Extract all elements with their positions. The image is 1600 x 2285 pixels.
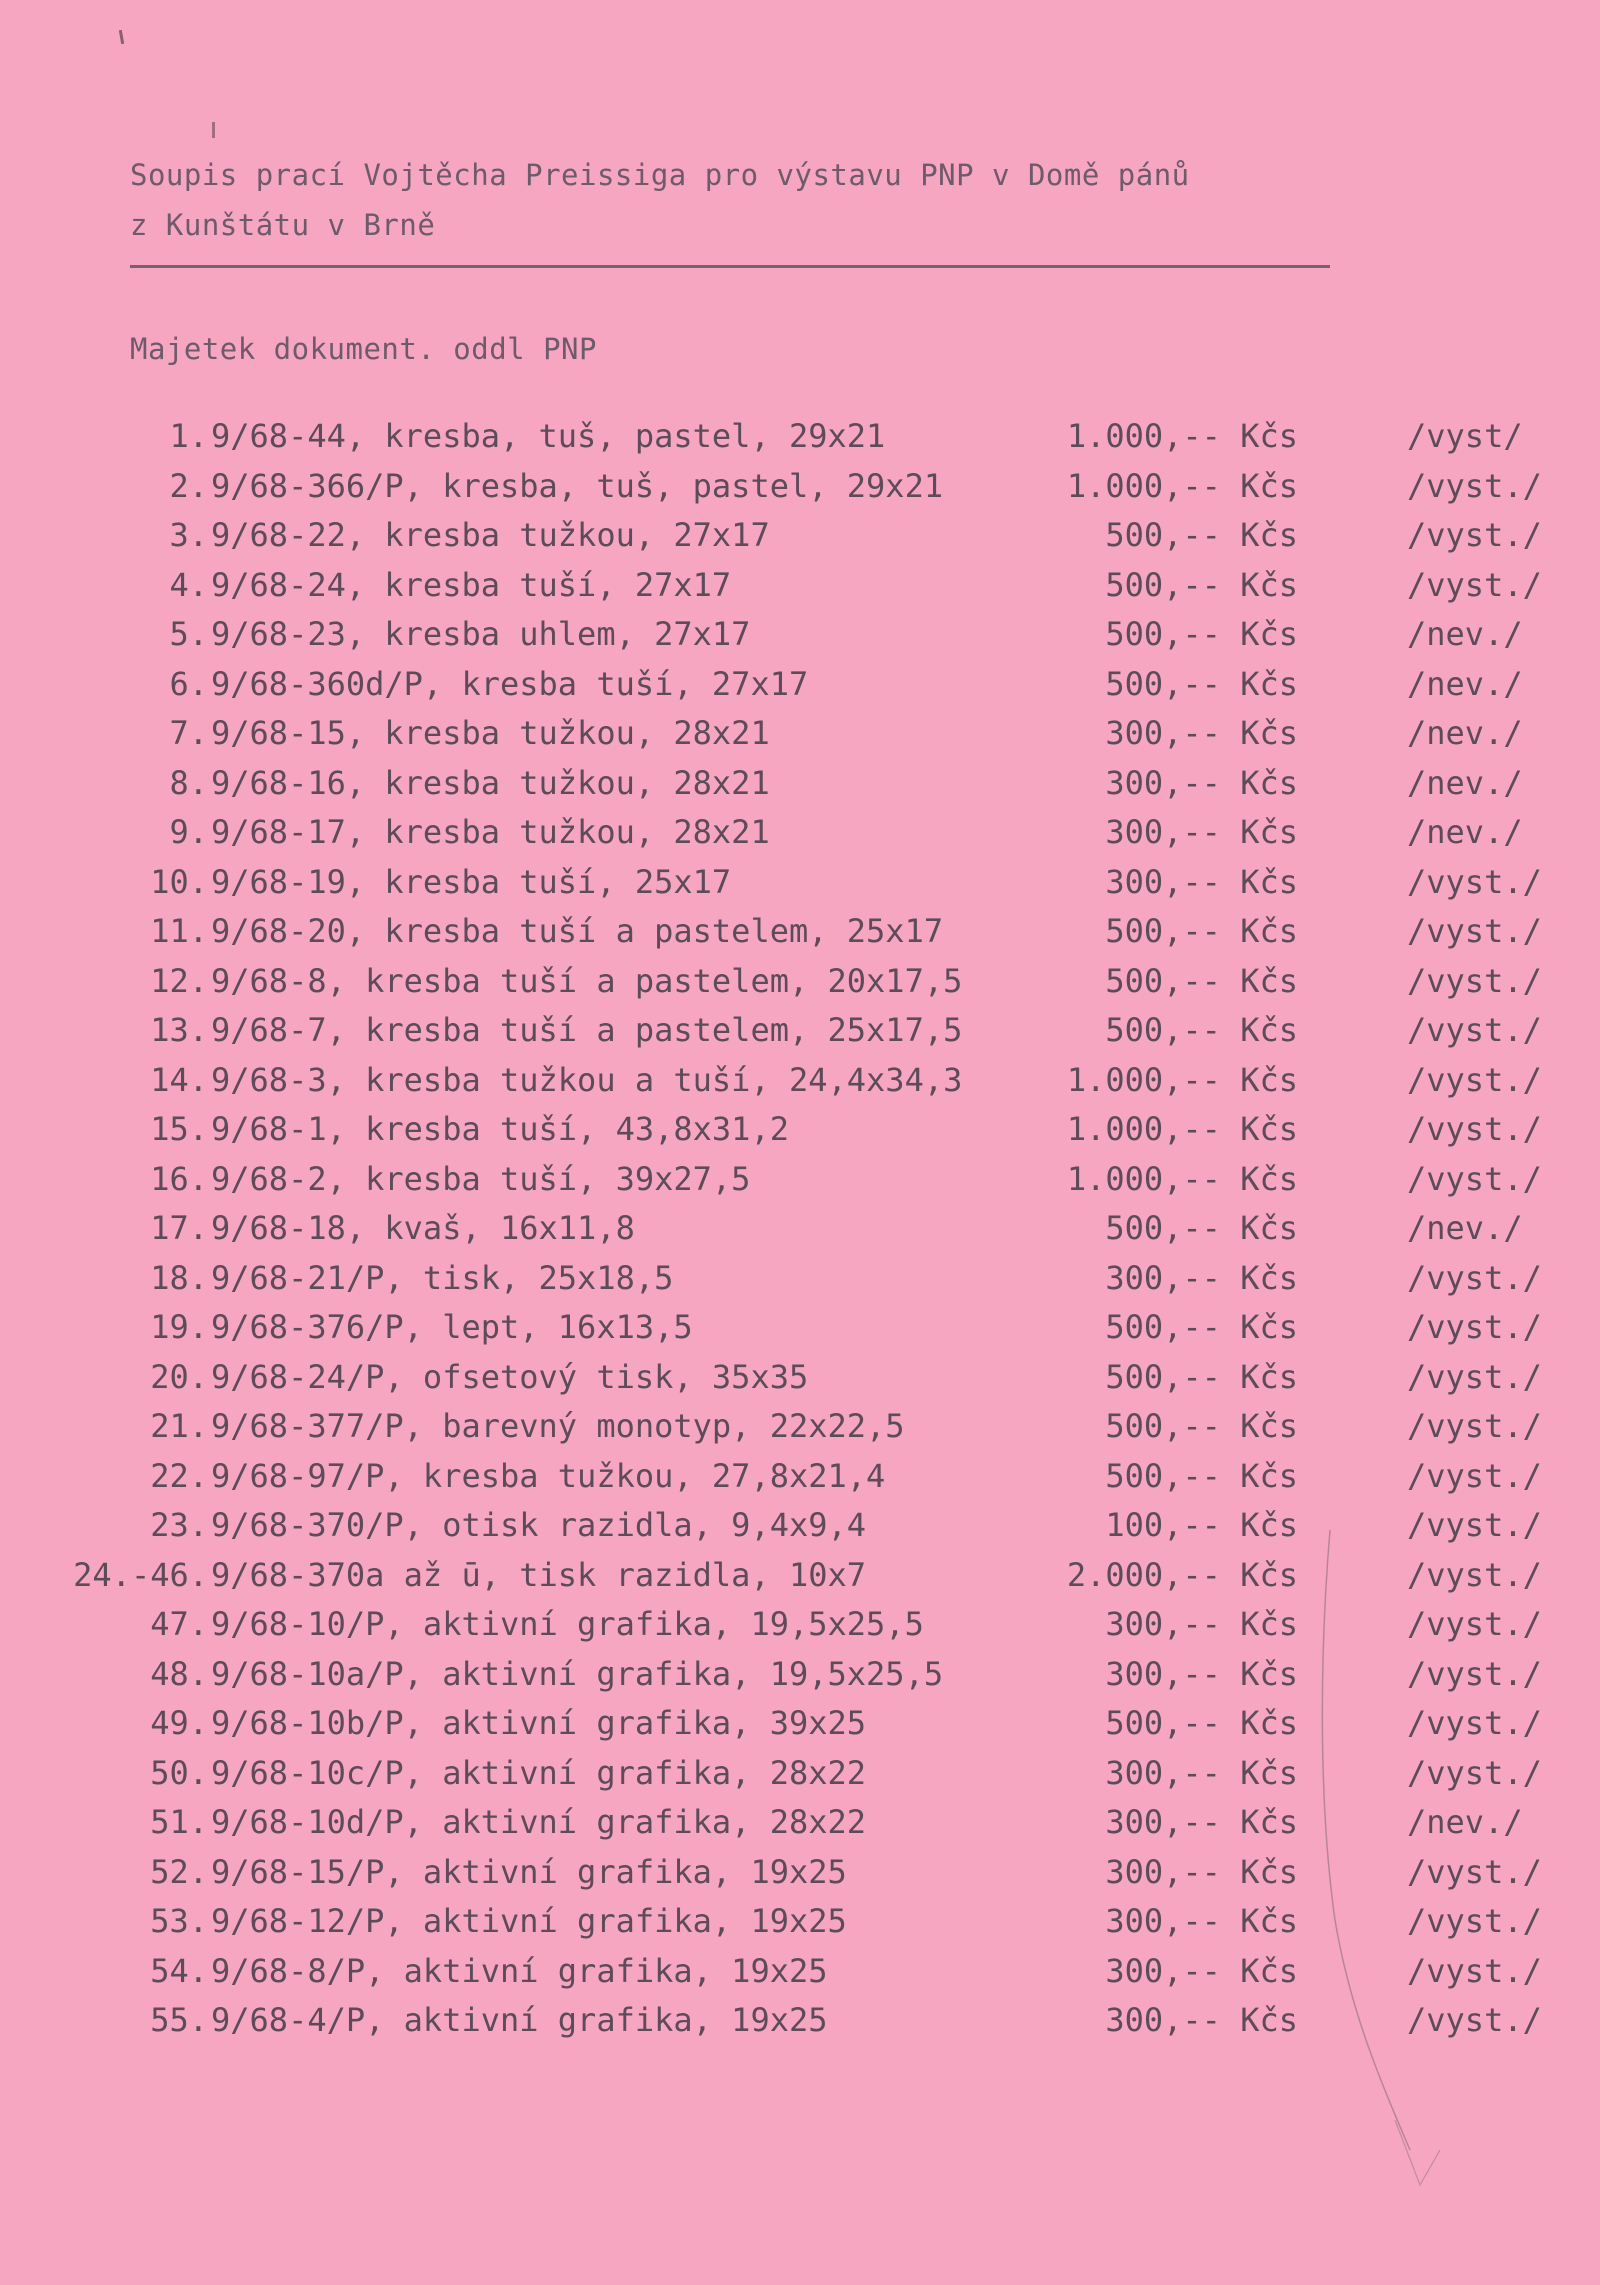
item-number: 50. <box>150 1753 208 1792</box>
item-description: 9/68-20, kresba tuší a pastelem, 25x17 <box>211 912 944 950</box>
item-number: 22. <box>150 1456 208 1495</box>
item-status: /vyst./ <box>1407 466 1542 505</box>
item-price: 1.000,-- Kčs <box>1066 417 1298 455</box>
item-status: /vyst./ <box>1407 1704 1542 1742</box>
item-price: 500,-- Kčs <box>1105 1456 1298 1495</box>
item-number: 6. <box>169 664 208 703</box>
item-price: 500,-- Kčs <box>1105 1209 1298 1247</box>
item-description: 9/68-370a až ū, tisk razidla, 10x7 <box>211 1555 867 1594</box>
item-description: 9/68-19, kresba tuší, 25x17 <box>211 862 732 901</box>
item-description: 9/68-10b/P, aktivní grafika, 39x25 <box>211 1704 867 1742</box>
item-description: 9/68-376/P, lept, 16x13,5 <box>211 1308 693 1346</box>
item-description: 9/68-24, kresba tuší, 27x17 <box>211 565 732 604</box>
item-status: /vyst./ <box>1407 516 1542 554</box>
item-price: 300,-- Kčs <box>1105 2001 1298 2039</box>
item-number: 3. <box>169 516 208 554</box>
item-number: 11. <box>150 912 208 950</box>
title-line-2: z Kunštátu v Brně <box>130 208 436 242</box>
item-price: 300,-- Kčs <box>1105 813 1298 851</box>
item-number: 52. <box>150 1852 208 1891</box>
item-price: 1.000,-- Kčs <box>1066 1159 1298 1198</box>
item-description: 9/68-23, kresba uhlem, 27x17 <box>211 615 751 653</box>
item-description: 9/68-10c/P, aktivní grafika, 28x22 <box>211 1753 867 1792</box>
item-description: 9/68-377/P, barevný monotyp, 22x22,5 <box>211 1407 905 1445</box>
item-number: 17. <box>150 1209 208 1247</box>
item-number: 23. <box>150 1506 208 1544</box>
item-status: /nev./ <box>1407 714 1523 752</box>
item-status: /vyst./ <box>1407 1258 1542 1297</box>
item-price: 300,-- Kčs <box>1105 1654 1298 1693</box>
item-price: 500,-- Kčs <box>1105 1704 1298 1742</box>
item-price: 500,-- Kčs <box>1105 912 1298 950</box>
item-number: 55. <box>150 2001 208 2039</box>
item-status: /vyst./ <box>1407 1308 1542 1346</box>
item-price: 300,-- Kčs <box>1105 1951 1298 1990</box>
item-status: /vyst./ <box>1407 1357 1542 1396</box>
item-description: 9/68-18, kvaš, 16x11,8 <box>211 1209 635 1247</box>
item-status: /vyst./ <box>1407 1951 1542 1990</box>
item-price: 500,-- Kčs <box>1105 1407 1298 1445</box>
item-number: 48. <box>150 1654 208 1693</box>
item-description: 9/68-370/P, otisk razidla, 9,4x9,4 <box>211 1506 867 1544</box>
item-number: 2. <box>169 466 208 505</box>
item-description: 9/68-15, kresba tužkou, 28x21 <box>211 714 770 752</box>
item-status: /vyst./ <box>1407 1902 1542 1940</box>
item-description: 9/68-7, kresba tuší a pastelem, 25x17,5 <box>211 1011 963 1049</box>
item-price: 1.000,-- Kčs <box>1066 1060 1298 1099</box>
item-status: /nev./ <box>1407 1803 1523 1841</box>
item-description: 9/68-22, kresba tužkou, 27x17 <box>211 516 770 554</box>
item-number: 19. <box>150 1308 208 1346</box>
item-price: 1.000,-- Kčs <box>1066 466 1298 505</box>
item-price: 2.000,-- Kčs <box>1066 1555 1298 1594</box>
item-status: /vyst./ <box>1407 912 1542 950</box>
item-status: /vyst./ <box>1407 1605 1542 1643</box>
item-number: 9. <box>169 813 208 851</box>
item-price: 300,-- Kčs <box>1105 763 1298 802</box>
item-price: 300,-- Kčs <box>1105 1605 1298 1643</box>
item-number: 21. <box>150 1407 208 1445</box>
item-description: 9/68-97/P, kresba tužkou, 27,8x21,4 <box>211 1456 886 1495</box>
item-status: /nev./ <box>1407 813 1523 851</box>
item-status: /nev./ <box>1407 763 1523 802</box>
item-status: /vyst./ <box>1407 961 1542 1000</box>
item-description: 9/68-8/P, aktivní grafika, 19x25 <box>211 1951 828 1990</box>
item-status: /vyst./ <box>1407 1852 1542 1891</box>
item-number: 16. <box>150 1159 208 1198</box>
item-description: 9/68-21/P, tisk, 25x18,5 <box>211 1258 674 1297</box>
item-number: 7. <box>169 714 208 752</box>
item-description: 9/68-15/P, aktivní grafika, 19x25 <box>211 1852 847 1891</box>
item-description: 9/68-16, kresba tužkou, 28x21 <box>211 763 770 802</box>
item-price: 500,-- Kčs <box>1105 1308 1298 1346</box>
section-heading: Majetek dokument. oddl PNP <box>130 332 597 366</box>
item-description: 9/68-10/P, aktivní grafika, 19,5x25,5 <box>211 1605 924 1643</box>
item-description: 9/68-17, kresba tužkou, 28x21 <box>211 813 770 851</box>
item-price: 300,-- Kčs <box>1105 1902 1298 1940</box>
item-description: 9/68-24/P, ofsetový tisk, 35x35 <box>211 1357 809 1396</box>
item-number: 13. <box>150 1011 208 1049</box>
item-price: 500,-- Kčs <box>1105 565 1298 604</box>
item-status: /vyst./ <box>1407 1654 1542 1693</box>
item-number: 8. <box>169 763 208 802</box>
item-status: /vyst/ <box>1407 417 1523 455</box>
item-price: 300,-- Kčs <box>1105 1258 1298 1297</box>
item-description: 9/68-4/P, aktivní grafika, 19x25 <box>211 2001 828 2039</box>
item-number: 54. <box>150 1951 208 1990</box>
item-status: /vyst./ <box>1407 1456 1542 1495</box>
item-price: 300,-- Kčs <box>1105 1852 1298 1891</box>
item-number: 10. <box>150 862 208 901</box>
item-description: 9/68-2, kresba tuší, 39x27,5 <box>211 1159 751 1198</box>
item-number: 1. <box>169 417 208 455</box>
item-status: /vyst./ <box>1407 1110 1542 1148</box>
item-price: 500,-- Kčs <box>1105 1011 1298 1049</box>
item-description: 9/68-1, kresba tuší, 43,8x31,2 <box>211 1110 789 1148</box>
item-price: 500,-- Kčs <box>1105 516 1298 554</box>
item-price: 500,-- Kčs <box>1105 961 1298 1000</box>
item-description: 9/68-360d/P, kresba tuší, 27x17 <box>211 664 809 703</box>
item-status: /vyst./ <box>1407 1555 1542 1594</box>
item-status: /vyst./ <box>1407 1159 1542 1198</box>
item-number: 12. <box>150 961 208 1000</box>
item-number: 15. <box>150 1110 208 1148</box>
item-number: 47. <box>150 1605 208 1643</box>
item-number: 14. <box>150 1060 208 1099</box>
item-description: 9/68-44, kresba, tuš, pastel, 29x21 <box>211 417 886 455</box>
item-number: 53. <box>150 1902 208 1940</box>
item-number: 20. <box>150 1357 208 1396</box>
item-number: 18. <box>150 1258 208 1297</box>
item-description: 9/68-12/P, aktivní grafika, 19x25 <box>211 1902 847 1940</box>
title-line-1: Soupis prací Vojtěcha Preissiga pro výstavu PNP v Domě pánů <box>130 158 1190 192</box>
item-number: 24.-46. <box>73 1555 208 1594</box>
item-status: /vyst./ <box>1407 862 1542 901</box>
item-status: /vyst./ <box>1407 1506 1542 1544</box>
item-status: /vyst./ <box>1407 1407 1542 1445</box>
item-price: 500,-- Kčs <box>1105 615 1298 653</box>
item-description: 9/68-10d/P, aktivní grafika, 28x22 <box>211 1803 867 1841</box>
item-description: 9/68-3, kresba tužkou a tuší, 24,4x34,3 <box>211 1060 963 1099</box>
item-price: 300,-- Kčs <box>1105 714 1298 752</box>
item-status: /nev./ <box>1407 1209 1523 1247</box>
item-number: 5. <box>169 615 208 653</box>
item-price: 100,-- Kčs <box>1105 1506 1298 1544</box>
item-price: 300,-- Kčs <box>1105 1753 1298 1792</box>
item-number: 4. <box>169 565 208 604</box>
item-price: 500,-- Kčs <box>1105 1357 1298 1396</box>
item-status: /vyst./ <box>1407 1060 1542 1099</box>
item-status: /nev./ <box>1407 615 1523 653</box>
item-status: /vyst./ <box>1407 1753 1542 1792</box>
item-price: 300,-- Kčs <box>1105 1803 1298 1841</box>
item-price: 500,-- Kčs <box>1105 664 1298 703</box>
item-price: 300,-- Kčs <box>1105 862 1298 901</box>
item-status: /nev./ <box>1407 664 1523 703</box>
item-number: 49. <box>150 1704 208 1742</box>
item-status: /vyst./ <box>1407 565 1542 604</box>
item-status: /vyst./ <box>1407 1011 1542 1049</box>
item-description: 9/68-10a/P, aktivní grafika, 19,5x25,5 <box>211 1654 944 1693</box>
item-number: 51. <box>150 1803 208 1841</box>
item-description: 9/68-366/P, kresba, tuš, pastel, 29x21 <box>211 466 944 505</box>
item-status: /vyst./ <box>1407 2001 1542 2039</box>
item-price: 1.000,-- Kčs <box>1066 1110 1298 1148</box>
item-description: 9/68-8, kresba tuší a pastelem, 20x17,5 <box>211 961 963 1000</box>
